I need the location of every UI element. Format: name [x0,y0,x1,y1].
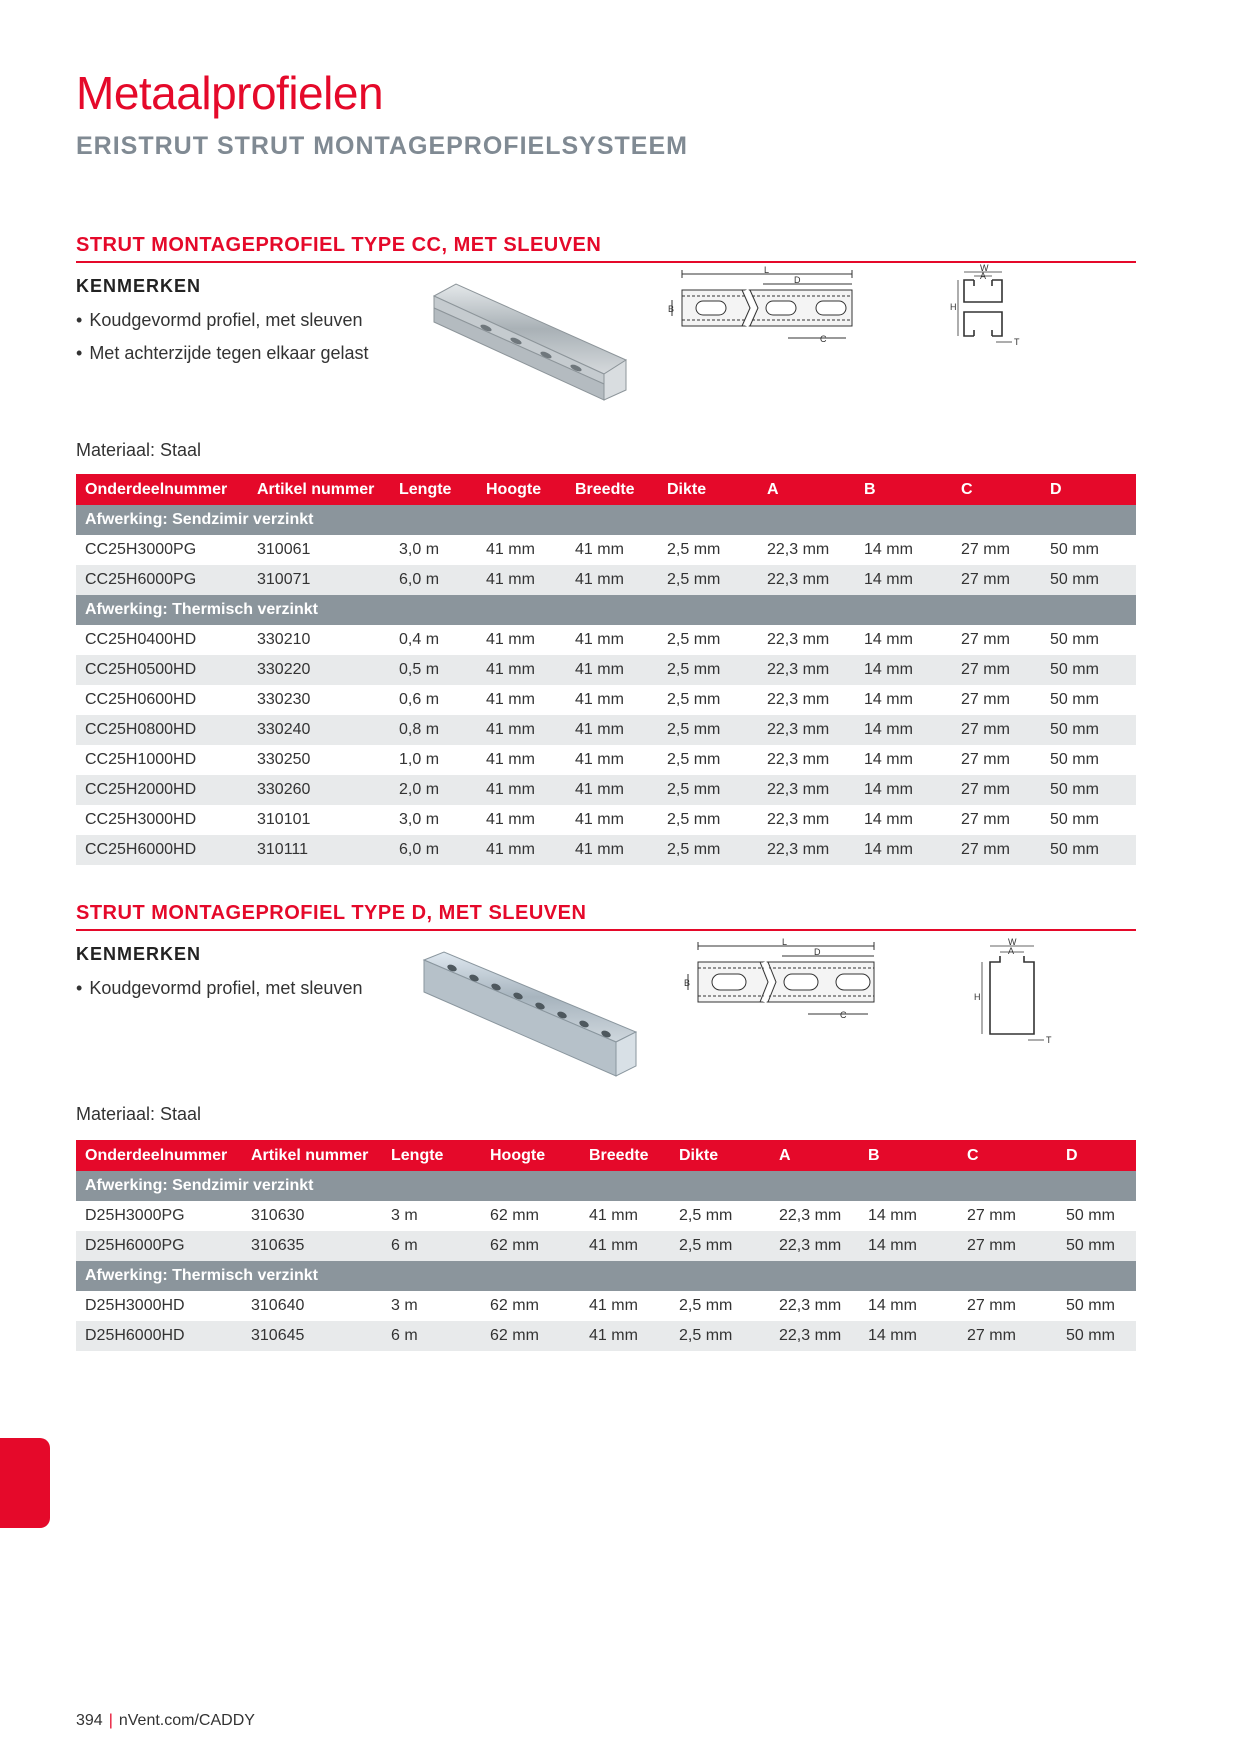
dim-label-c: C [840,1010,847,1020]
column-header: Hoogte [481,1140,580,1171]
table-cell: 22,3 mm [758,565,855,595]
column-header: Onderdeelnummer [76,474,248,505]
table-cell: CC25H6000HD [76,835,248,865]
table-cell: 41 mm [589,1207,638,1224]
table-cell: 62 mm [490,1297,539,1314]
dim-label-b: B [668,304,675,314]
table-cell: 2,5 mm [667,631,721,648]
table-cell: D25H3000PG [85,1207,185,1224]
table-cell: 3 m [391,1207,418,1224]
table-cell: 27 mm [961,691,1010,708]
spec-table-d [76,1140,1136,1351]
table-cell: 22,3 mm [767,631,830,648]
material-label: Materiaal: Staal [76,1104,202,1124]
table-cell: 41 mm [486,541,535,558]
table-row [76,535,1136,565]
table-cell: CC25H1000HD [85,751,197,768]
table-cell: 2,5 mm [667,541,721,558]
table-cell: 41 mm [486,631,535,648]
table-row [76,685,1136,715]
table-cell: 330220 [248,655,390,685]
table-cell: 330240 [248,715,390,745]
table-cell: 27 mm [952,835,1041,865]
table-row [76,805,1136,835]
column-header: Lengte [390,474,477,505]
table-cell: 41 mm [486,751,535,768]
table-cell: 2,5 mm [667,751,721,768]
table-cell: 310061 [257,541,311,558]
table-row [76,745,1136,775]
table-cell: 310071 [248,565,390,595]
table-cell: 0,6 m [399,691,440,708]
table-cell: 6 m [382,1321,481,1351]
section-d [76,902,1136,1362]
table-cell: 2,5 mm [670,1231,770,1261]
table-cell: 22,3 mm [758,835,855,865]
page-footer [76,1712,255,1730]
table-cell: CC25H6000PG [76,565,248,595]
group-label: Afwerking: Sendzimir verzinkt [76,1171,1136,1201]
table-cell: 41 mm [477,835,566,865]
footer-url: nVent.com/CADDY [118,1712,255,1729]
table-cell: 2,5 mm [679,1207,733,1224]
table-row [76,835,1136,865]
table-row [76,565,1136,595]
dim-label-a: A [980,271,987,281]
table-cell: 27 mm [961,541,1010,558]
table-cell: 27 mm [952,565,1041,595]
table-cell: 41 mm [580,1231,670,1261]
table-cell: 22,3 mm [767,691,830,708]
dim-label-l: L [782,937,788,947]
table-cell: 27 mm [967,1297,1016,1314]
dim-label-h: H [950,302,957,312]
table-row [76,1201,1136,1231]
table-cell: 14 mm [855,565,952,595]
section-heading: STRUT MONTAGEPROFIEL TYPE D, MET SLEUVEN [76,902,1136,931]
table-cell: 310640 [251,1297,305,1314]
feature-list [76,310,368,376]
dim-label-w: W [1008,937,1017,947]
dim-label-d: D [814,947,821,957]
table-cell: 50 mm [1050,691,1099,708]
feature-item: • Koudgevormd profiel, met sleuven [76,310,368,331]
table-cell: 27 mm [961,811,1010,828]
dim-label-h: H [974,992,981,1002]
table-cell: 62 mm [490,1207,539,1224]
table-cell: 41 mm [575,811,624,828]
table-cell: 27 mm [967,1207,1016,1224]
table-cell: 22,3 mm [779,1207,842,1224]
table-cell: 22,3 mm [758,655,855,685]
table-cell: 2,0 m [390,775,477,805]
dim-label-l: L [764,265,770,275]
table-cell: 14 mm [855,835,952,865]
table-cell: 310111 [248,835,390,865]
cc-slot-drawing [668,264,868,364]
table-cell: 50 mm [1066,1297,1115,1314]
table-cell: 2,5 mm [658,835,758,865]
table-cell: 41 mm [477,655,566,685]
table-cell: 6,0 m [390,835,477,865]
table-cell: 2,5 mm [658,715,758,745]
table-row [76,655,1136,685]
table-cell: 330210 [257,631,311,648]
table-cell: 0,4 m [399,631,440,648]
table-cell: 310635 [242,1231,382,1261]
table-cell: 14 mm [855,715,952,745]
table-cell: 41 mm [566,565,658,595]
section-cc [76,234,1136,874]
column-header: Dikte [670,1140,770,1171]
d-section-drawing [976,936,1076,1046]
column-header: C [958,1140,1057,1171]
dim-label-c: C [820,334,827,344]
cc-profile-photo [426,278,686,408]
table-cell: 27 mm [961,631,1010,648]
column-header: Breedte [566,474,658,505]
table-cell: 22,3 mm [758,715,855,745]
table-cell: 41 mm [575,631,624,648]
table-cell: 330230 [257,691,311,708]
table-cell: 330260 [248,775,390,805]
table-cell: 41 mm [575,751,624,768]
column-header: B [855,474,952,505]
column-header: B [859,1140,958,1171]
table-cell: 3,0 m [399,541,440,558]
table-cell: CC25H2000HD [76,775,248,805]
table-cell: 22,3 mm [767,751,830,768]
table-cell: 50 mm [1041,715,1136,745]
table-cell: 3,0 m [399,811,440,828]
column-header: Hoogte [477,474,566,505]
table-cell: 14 mm [864,541,913,558]
dim-label-w: W [980,263,989,273]
table-cell: D25H6000HD [76,1321,242,1351]
table-cell: 27 mm [958,1231,1057,1261]
cc-section-drawing [950,263,1056,356]
table-cell: 50 mm [1050,811,1099,828]
table-cell: 50 mm [1041,775,1136,805]
table-row [76,1231,1136,1261]
table-cell: 2,5 mm [658,565,758,595]
section-heading: STRUT MONTAGEPROFIEL TYPE CC, MET SLEUVEN [76,234,1136,263]
table-cell: D25H3000HD [85,1297,185,1314]
table-cell: 2,5 mm [658,775,758,805]
group-label: Afwerking: Thermisch verzinkt [76,595,1136,625]
table-cell: 2,5 mm [679,1297,733,1314]
table-cell: 41 mm [486,811,535,828]
d-profile-photo [416,946,706,1086]
table-cell: 2,5 mm [670,1321,770,1351]
table-cell: 14 mm [864,691,913,708]
dim-label-t: T [1014,337,1020,347]
table-cell: 41 mm [566,655,658,685]
page-title: Metaalprofielen [76,67,384,119]
table-cell: 2,5 mm [667,691,721,708]
table-cell: 310645 [242,1321,382,1351]
table-cell: 22,3 mm [767,811,830,828]
table-cell: 14 mm [868,1297,917,1314]
table-cell: 14 mm [864,631,913,648]
table-cell: CC25H3000PG [85,541,197,558]
dim-label-d: D [794,275,801,285]
table-cell: 14 mm [859,1231,958,1261]
table-cell: CC25H0600HD [85,691,197,708]
kenmerken-heading: KENMERKEN [76,276,202,296]
table-row [76,1321,1136,1351]
table-cell: 22,3 mm [779,1297,842,1314]
feature-item: • Koudgevormd profiel, met sleuven [76,978,362,999]
column-header: Lengte [382,1140,481,1171]
table-cell: 22,3 mm [770,1231,859,1261]
feature-list [76,978,362,1011]
d-slot-drawing [684,936,894,1036]
table-cell: 50 mm [1041,565,1136,595]
column-header: Artikel nummer [248,474,390,505]
table-cell: 41 mm [575,691,624,708]
page-number: 394 [76,1712,103,1729]
table-cell: 310101 [257,811,311,828]
table-cell: 41 mm [477,715,566,745]
page-subtitle: ERISTRUT STRUT MONTAGEPROFIELSYSTEEM [76,132,688,160]
table-cell: 310630 [251,1207,305,1224]
material-label: Materiaal: Staal [76,440,202,460]
group-row [76,1171,1136,1201]
table-cell: 330250 [257,751,311,768]
table-row [76,775,1136,805]
table-cell: 14 mm [855,655,952,685]
table-cell: 27 mm [952,655,1041,685]
table-row [76,625,1136,655]
group-row [76,595,1136,625]
table-cell: CC25H3000HD [85,811,197,828]
table-cell: 50 mm [1066,1207,1115,1224]
table-cell: 41 mm [566,835,658,865]
table-cell: 1,0 m [399,751,440,768]
table-cell: 50 mm [1041,655,1136,685]
table-cell: 41 mm [575,541,624,558]
dim-label-a: A [1008,946,1015,956]
dim-label-t: T [1046,1035,1052,1045]
table-cell: 0,5 m [390,655,477,685]
column-header: D [1041,474,1136,505]
chapter-tab-marker [0,1438,50,1528]
column-header: Breedte [580,1140,670,1171]
table-cell: 6 m [382,1231,481,1261]
table-header-row [76,1140,1136,1171]
table-cell: CC25H0400HD [85,631,197,648]
group-label: Afwerking: Sendzimir verzinkt [76,505,1136,535]
table-cell: 6,0 m [390,565,477,595]
table-cell: 27 mm [952,775,1041,805]
table-cell: 14 mm [859,1321,958,1351]
table-cell: 50 mm [1057,1321,1136,1351]
table-cell: 22,3 mm [758,775,855,805]
table-cell: 62 mm [481,1321,580,1351]
table-cell: 41 mm [477,775,566,805]
group-row [76,1261,1136,1291]
table-cell: 50 mm [1041,835,1136,865]
column-header: D [1057,1140,1136,1171]
table-cell: 50 mm [1050,631,1099,648]
footer-separator: | [108,1712,113,1729]
table-cell: 14 mm [864,811,913,828]
table-cell: D25H6000PG [76,1231,242,1261]
kenmerken-heading: KENMERKEN [76,944,202,964]
table-cell: 3 m [391,1297,418,1314]
table-cell: 27 mm [961,751,1010,768]
table-cell: 41 mm [486,691,535,708]
column-header: Onderdeelnummer [76,1140,242,1171]
table-row [76,1291,1136,1321]
group-label: Afwerking: Thermisch verzinkt [76,1261,1136,1291]
table-cell: 41 mm [477,565,566,595]
table-cell: CC25H0800HD [76,715,248,745]
column-header: Artikel nummer [242,1140,382,1171]
dim-label-b: B [684,978,691,988]
table-cell: 27 mm [958,1321,1057,1351]
table-cell: 2,5 mm [667,811,721,828]
table-cell: 27 mm [952,715,1041,745]
spec-table-cc [76,474,1136,865]
table-cell: 14 mm [855,775,952,805]
table-cell: 41 mm [589,1297,638,1314]
table-cell: 50 mm [1057,1231,1136,1261]
table-header-row [76,474,1136,505]
feature-item: • Met achterzijde tegen elkaar gelast [76,343,368,364]
table-cell: 22,3 mm [770,1321,859,1351]
column-header: C [952,474,1041,505]
table-cell: 14 mm [864,751,913,768]
table-cell: 50 mm [1050,541,1099,558]
table-cell: 41 mm [566,715,658,745]
column-header: A [770,1140,859,1171]
table-row [76,715,1136,745]
column-header: A [758,474,855,505]
table-cell: 41 mm [580,1321,670,1351]
table-cell: 41 mm [566,775,658,805]
table-cell: 2,5 mm [658,655,758,685]
table-cell: 14 mm [868,1207,917,1224]
table-cell: CC25H0500HD [76,655,248,685]
table-cell: 22,3 mm [767,541,830,558]
table-cell: 62 mm [481,1231,580,1261]
column-header: Dikte [658,474,758,505]
table-cell: 0,8 m [390,715,477,745]
table-cell: 50 mm [1050,751,1099,768]
group-row [76,505,1136,535]
